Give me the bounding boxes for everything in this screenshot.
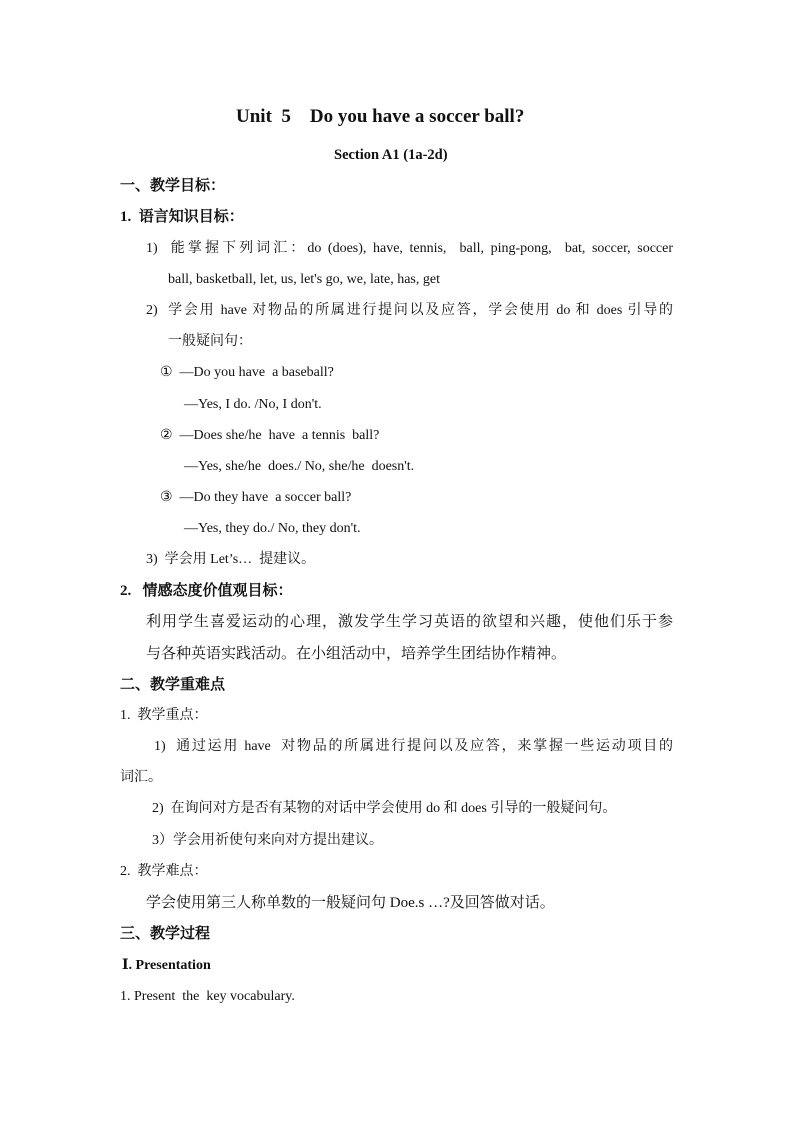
objective-2-line-2: 一般疑问句： bbox=[168, 334, 252, 349]
heading-emotional-goals: 2. 情感态度价值观目标： bbox=[120, 583, 293, 599]
vocab-line-1: 1) 能掌握下列词汇：do (does), have, tennis, ball, ping-pong, bat, soccer, soccer bbox=[146, 241, 673, 256]
vocab-line-2: ball, basketball, let, us, let's go, we, late, has, get bbox=[168, 272, 440, 287]
presentation-step-1: 1. Present the key vocabulary. bbox=[120, 989, 295, 1004]
focus-2: 2) 在询问对方是否有某物的对话中学会使用 do 和 does 引导的一般疑问句。 bbox=[152, 801, 617, 816]
focus-1-line-2: 词汇。 bbox=[120, 770, 162, 785]
example-2-question: ② —Does she/he have a tennis ball? bbox=[160, 428, 380, 443]
example-1-question: ① —Do you have a baseball? bbox=[160, 365, 334, 380]
objective-2-line-1: 2) 学会用 have 对物品的所属进行提问以及应答，学会使用 do 和 does 引导的 bbox=[146, 303, 673, 318]
heading-objectives: 一、教学目标： bbox=[120, 178, 226, 194]
section-subtitle: Section A1 (1a-2d) bbox=[334, 147, 448, 163]
emotional-goals-line-1: 利用学生喜爱运动的心理，激发学生学习英语的欲望和兴趣，使他们乐于参 bbox=[146, 614, 673, 630]
objective-3: 3) 学会用 Let’s… 提建议。 bbox=[146, 552, 316, 567]
focus-3: 3）学会用祈使句来向对方提出建议。 bbox=[152, 833, 383, 848]
subheading-presentation: Ⅰ. Presentation bbox=[122, 958, 211, 973]
example-1-answer: —Yes, I do. /No, I don't. bbox=[184, 397, 322, 412]
heading-key-points: 二、教学重难点 bbox=[120, 677, 226, 693]
example-3-question: ③ —Do they have a soccer ball? bbox=[160, 490, 352, 505]
emotional-goals-line-2: 与各种英语实践活动。在小组活动中，培养学生团结协作精神。 bbox=[146, 646, 567, 662]
example-3-answer: —Yes, they do./ No, they don't. bbox=[184, 521, 361, 536]
difficulties-text: 学会使用第三人称单数的一般疑问句 Doe.s …?及回答做对话。 bbox=[146, 895, 555, 911]
example-2-answer: —Yes, she/he does./ No, she/he doesn't. bbox=[184, 459, 415, 474]
heading-process: 三、教学过程 bbox=[120, 926, 211, 942]
document-title: Unit 5 Do you have a soccer ball? bbox=[236, 106, 525, 127]
subheading-focus: 1. 教学重点： bbox=[120, 708, 208, 723]
subheading-difficulties: 2. 教学难点： bbox=[120, 864, 208, 879]
focus-1-line-1: 1) 通过运用 have 对物品的所属进行提问以及应答，来掌握一些运动项目的 bbox=[154, 739, 673, 754]
heading-language-knowledge: 1. 语言知识目标： bbox=[120, 209, 244, 225]
